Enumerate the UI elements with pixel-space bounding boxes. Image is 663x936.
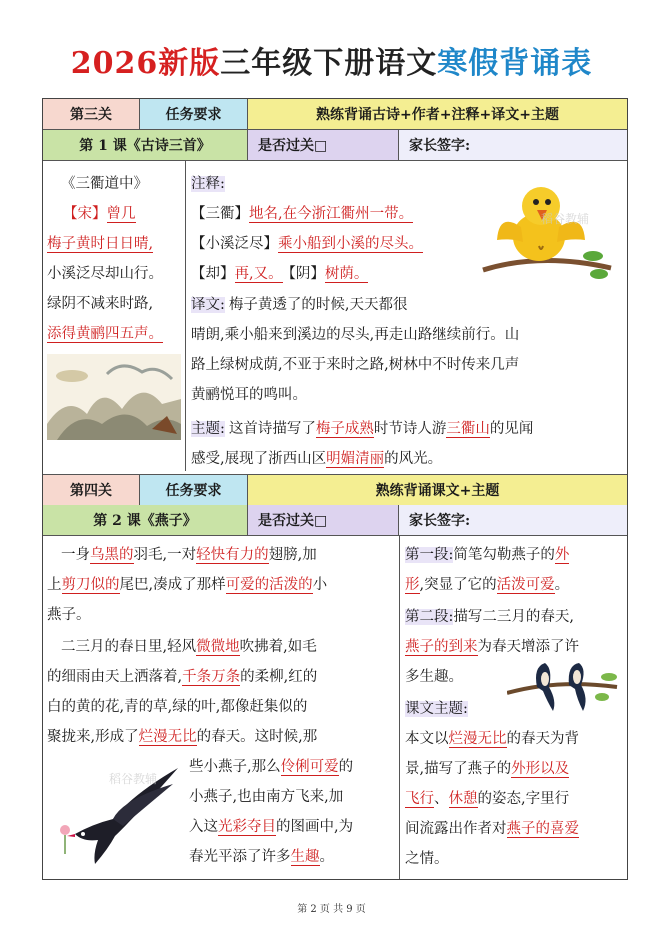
level4-task-label: 任务要求	[140, 475, 248, 505]
lesson-theme-label: 课文主题:	[405, 701, 468, 717]
title-year: 2026	[70, 46, 159, 81]
page-title	[0, 38, 663, 82]
level3-parent-signature[interactable]: 家长签字:	[399, 130, 627, 160]
text-p2-line3: 白的黄的花,青的草,绿的叶,都像赶集似的	[47, 699, 308, 715]
poem-author-line: 【宋】曾几	[63, 206, 136, 222]
text-p2-line7: 入这光彩夺目的图画中,为	[189, 819, 354, 835]
title-new: 新版	[158, 46, 221, 81]
translation-line-2: 晴朗,乘小船来到溪边的尽头,再走山路继续前行。山	[191, 327, 520, 343]
lesson-theme-line1: 本文以烂漫无比的春天为背	[405, 731, 579, 747]
note-1: 【三衢】地名,在今浙江衢州一带。	[191, 206, 414, 222]
section2-line1: 第二段:描写二三月的春天,	[405, 609, 574, 625]
text-p2-line6: 小燕子,也由南方飞来,加	[189, 789, 344, 805]
level4-header-row	[43, 474, 627, 506]
text-p1-line3: 燕子。	[47, 607, 91, 623]
level3-lesson: 第 1 课《古诗三首》	[43, 130, 248, 160]
text-p1-line2: 上剪刀似的尾巴,凑成了那样可爱的活泼的小	[47, 577, 328, 593]
swallows-on-branch-image	[507, 657, 619, 719]
poem-line-3: 绿阴不减来时路,	[47, 296, 154, 312]
level3-lesson-row	[43, 130, 627, 161]
section1-line1: 第一段:简笔勾勒燕子的外	[405, 547, 570, 563]
lesson-theme-line4: 间流露出作者对燕子的喜爱	[405, 821, 579, 837]
section2-line2: 燕子的到来为春天增添了许	[405, 639, 579, 655]
theme-line-1: 主题: 这首诗描写了梅子成熟时节诗人游三衢山的见闻	[191, 421, 534, 437]
page-footer: 第 2 页 共 9 页	[297, 904, 366, 915]
lesson-theme-line3: 飞行、休憩的姿态,字里行	[405, 791, 570, 807]
level4-parent-signature[interactable]: 家长签字:	[399, 505, 627, 535]
watermark-2: 稻谷教辅	[109, 772, 158, 786]
level3-header-row	[43, 99, 627, 130]
title-grade: 三年级下册语文	[220, 46, 438, 81]
text-p2-line8: 春光平添了许多生趣。	[189, 849, 334, 865]
note-2: 【小溪泛尽】乘小船到小溪的尽头。	[191, 236, 423, 252]
section1-line2: 形,突显了它的活泼可爱。	[405, 577, 570, 593]
lesson-theme-line5: 之情。	[405, 851, 449, 867]
level4-lesson-row	[43, 505, 627, 536]
translation-line-3: 路上绿树成荫,不亚于来时之路,树林中不时传来几声	[191, 357, 520, 373]
level3-task-label: 任务要求	[140, 99, 248, 129]
section2-line3: 多生趣。	[405, 669, 463, 685]
level4-lesson: 第 2 课《燕子》	[43, 505, 248, 535]
theme-line-2: 感受,展现了浙西山区明媚清丽的风光。	[191, 451, 443, 467]
poem-line-1: 梅子黄时日日晴,	[47, 236, 154, 252]
level3-requirement: 熟练背诵古诗+作者+注释+译文+主题	[248, 99, 627, 129]
text-p2-line1: 二三月的春日里,轻风微微地吹拂着,如毛	[61, 639, 317, 655]
watermark: 稻谷教辅	[541, 212, 590, 226]
level3-label: 第三关	[43, 99, 140, 129]
yellow-bird-image	[481, 182, 616, 287]
landscape-painting-image	[47, 354, 181, 440]
poem-line-2: 小溪泛尽却山行。	[47, 266, 163, 282]
text-p2-line5: 些小燕子,那么伶俐可爱的	[189, 759, 354, 775]
level4-pass-check[interactable]: 是否过关□	[248, 505, 399, 535]
notes-label: 注释:	[191, 176, 225, 192]
level4-requirement: 熟练背诵课文+主题	[248, 475, 627, 505]
note-3-4: 【却】再,又。 【阴】树荫。	[191, 266, 369, 282]
text-p2-line4: 聚拢来,形成了烂漫无比的春天。这时候,那	[47, 729, 318, 745]
poem-line-4: 添得黄鹂四五声。	[47, 326, 163, 342]
lesson-theme-line2: 景,描写了燕子的外形以及	[405, 761, 570, 777]
translation-line-1: 译文: 梅子黄透了的时候,天天都很	[191, 297, 408, 313]
translation-line-4: 黄鹂悦耳的鸣叫。	[191, 387, 307, 403]
level4-label: 第四关	[43, 475, 140, 505]
poem-title: 《三衢道中》	[61, 176, 148, 192]
recitation-sheet	[42, 98, 628, 880]
text-p1-line1: 一身乌黑的羽毛,一对轻快有力的翅膀,加	[61, 547, 317, 563]
title-list: 寒假背诵表	[437, 46, 593, 81]
level3-pass-check[interactable]: 是否过关□	[248, 130, 399, 160]
text-p2-line2: 的细雨由天上洒落着,千条万条的柔柳,红的	[47, 669, 318, 685]
